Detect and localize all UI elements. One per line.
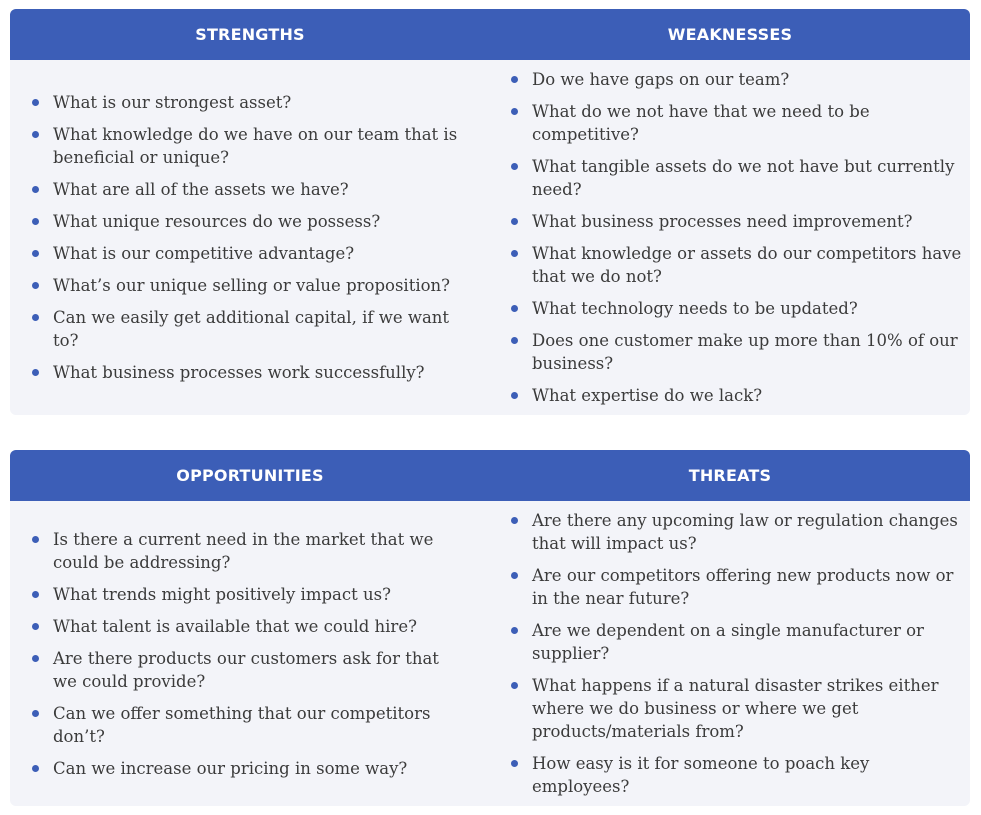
swot-bottom-panel [10,450,970,806]
list-item-text: What is our strongest asset? [53,93,292,112]
bullet-icon [32,186,39,193]
threats-heading: THREATS [688,466,772,485]
list-item-text: What’s our unique selling or value proposition? [53,276,451,295]
bullet-icon [511,218,518,225]
bullet-icon [32,218,39,225]
bullet-icon [511,250,518,257]
list-item [532,509,962,555]
list-item [53,242,463,265]
bullet-icon [32,99,39,106]
list-item [532,100,962,146]
list-item-text: What are all of the assets we have? [53,180,349,199]
list-item-text: Can we easily get additional capital, if we want to? [53,308,450,350]
list-item [53,528,463,574]
bullet-icon [32,131,39,138]
list-item [53,583,463,606]
list-item-text: Are there products our customers ask for that we could provide? [53,648,439,691]
opportunities-column [10,501,490,806]
bullet-icon [32,765,39,772]
list-item [53,210,463,233]
list-item [53,91,463,114]
list-item-text: What technology needs to be updated? [532,299,858,318]
list-item-text: Are our competitors offering new products now or in the near future? [532,566,954,608]
list-item-text: What is our competitive advantage? [53,244,355,263]
bullet-icon [32,591,39,598]
list-item [53,306,463,352]
strengths-list [10,91,463,384]
bullet-icon [32,314,39,321]
list-item [53,123,463,169]
list-item-text: Are there any upcoming law or regulation changes that will impact us? [532,511,958,553]
list-item-text: What knowledge or assets do our competitors have that we do not? [532,244,962,286]
bullet-icon [511,108,518,115]
list-item [53,178,463,201]
threats-column [490,501,970,806]
threats-list [490,509,962,798]
list-item-text: What unique resources do we possess? [53,212,381,231]
bullet-icon [32,282,39,289]
bullet-icon [32,536,39,543]
list-item [53,702,463,748]
bullet-icon [32,369,39,376]
list-item [532,329,962,375]
list-item [532,564,962,610]
list-item-text: How easy is it for someone to poach key employees? [532,754,870,796]
list-item [53,757,463,780]
list-item-text: What trends might positively impact us? [53,584,391,604]
bullet-icon [32,655,39,662]
bullet-icon [511,682,518,689]
list-item-text: Do we have gaps on our team? [532,70,790,89]
header-row-top [10,9,970,60]
bullet-icon [32,250,39,257]
bullet-icon [511,305,518,312]
bullet-icon [32,710,39,717]
list-item-text: What expertise do we lack? [532,386,763,405]
list-item [532,68,962,91]
header-row-bottom [10,450,970,501]
list-item [532,297,962,320]
list-item [532,155,962,201]
list-item-text: What happens if a natural disaster strikes either where we do business or where we get products/materials from? [532,676,939,741]
list-item-text: What business processes work successfully? [53,363,425,382]
list-item-text: What talent is available that we could hire? [53,616,417,636]
strengths-heading: STRENGTHS [195,25,305,44]
strengths-column [10,60,490,415]
list-item [532,619,962,665]
list-item-text: Are we dependent on a single manufacturer or supplier? [532,621,924,663]
bullet-icon [511,337,518,344]
weaknesses-column [490,60,970,415]
bullet-icon [511,572,518,579]
list-item-text: What do we not have that we need to be competitive? [532,102,870,144]
list-item [53,615,463,638]
list-item-text: What business processes need improvement? [532,212,913,231]
list-item-text: What knowledge do we have on our team that is beneficial or unique? [53,125,458,167]
list-item-text: What tangible assets do we not have but currently need? [532,157,955,199]
bullet-icon [511,163,518,170]
bullet-icon [32,623,39,630]
list-item-text: Is there a current need in the market that we could be addressing? [53,529,434,572]
list-item [53,361,463,384]
list-item [53,274,463,297]
list-item [53,647,463,693]
bullet-icon [511,760,518,767]
list-item [532,384,962,407]
swot-top-panel [10,9,970,415]
bullet-icon [511,392,518,399]
opportunities-list [10,528,463,780]
bullet-icon [511,517,518,524]
list-item [532,674,962,743]
list-item [532,752,962,798]
opportunities-heading: OPPORTUNITIES [176,466,324,485]
list-item [532,210,962,233]
list-item-text: Can we offer something that our competitors don’t? [53,703,431,746]
weaknesses-list [490,68,962,407]
bullet-icon [511,627,518,634]
bullet-icon [511,76,518,83]
weaknesses-heading: WEAKNESSES [667,25,793,44]
list-item-text: Can we increase our pricing in some way? [53,758,408,778]
list-item [532,242,962,288]
list-item-text: Does one customer make up more than 10% of our business? [532,331,958,373]
